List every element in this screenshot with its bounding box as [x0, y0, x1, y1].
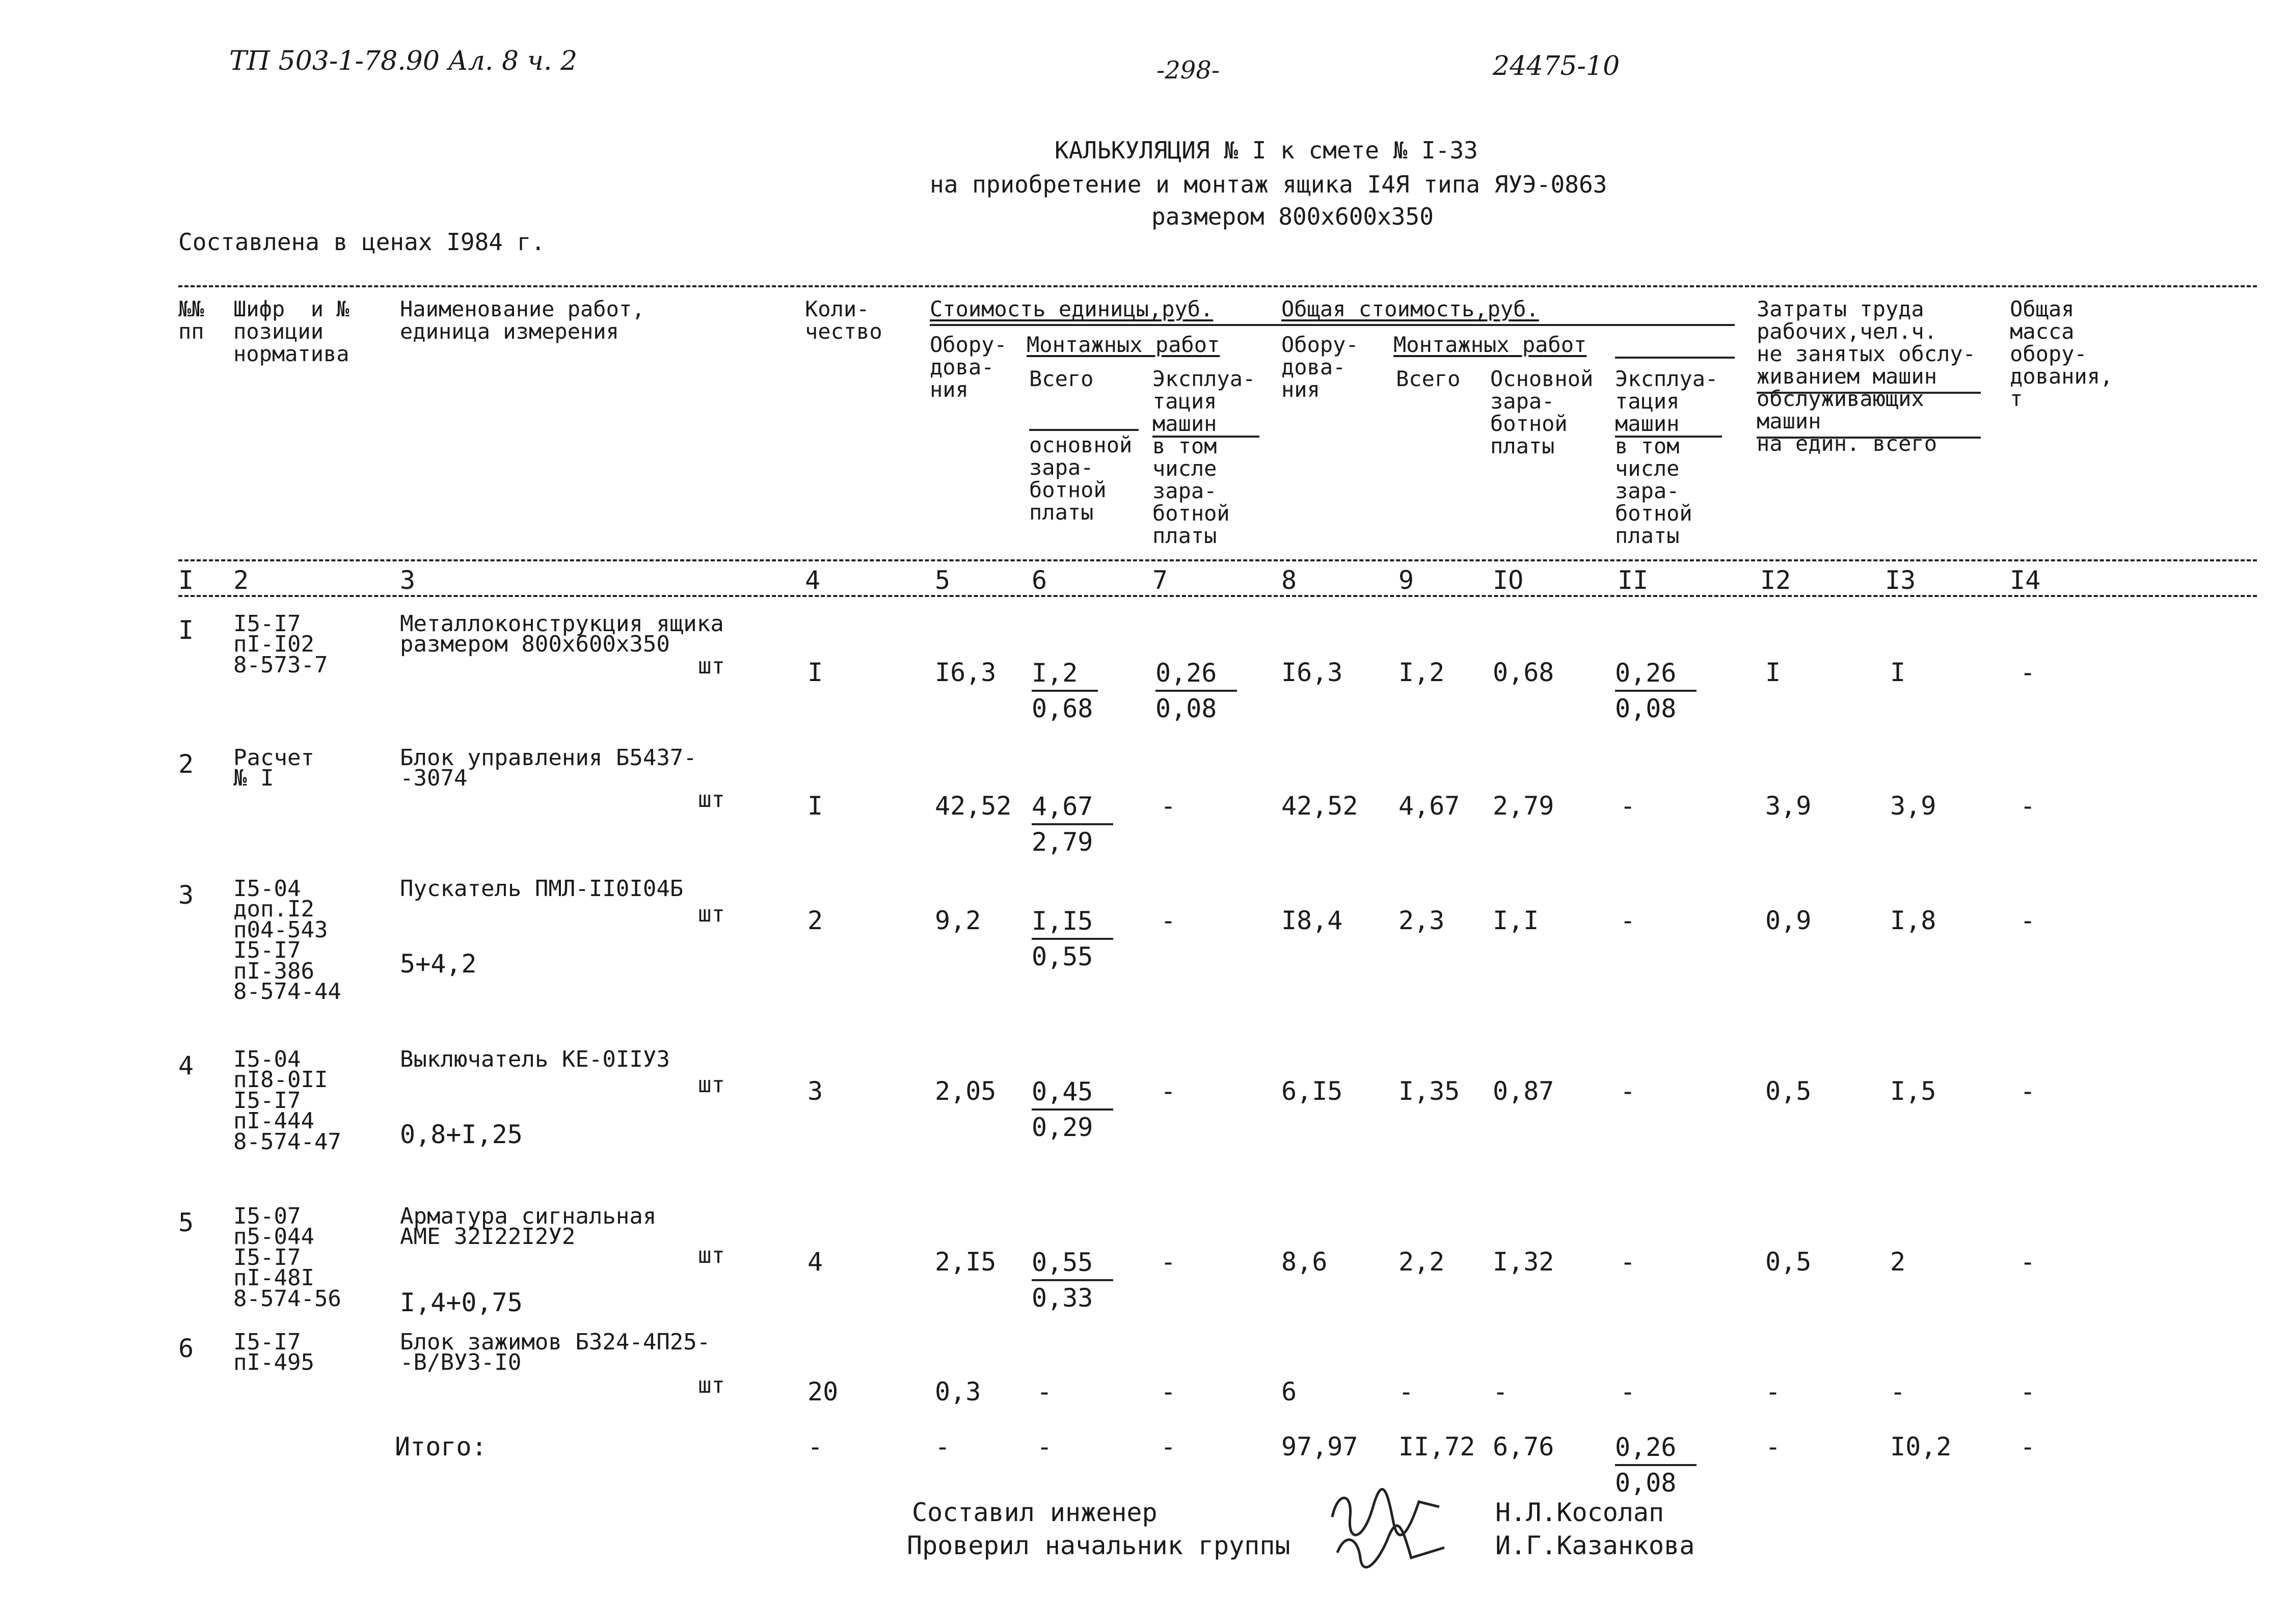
total-cost-equipment: 42,52	[1281, 791, 1358, 821]
unit-cost-equipment: 42,52	[935, 791, 1012, 821]
quantity: 20	[808, 1377, 839, 1406]
header-labor-rule-1	[1757, 392, 1981, 394]
unit: шт	[698, 1072, 725, 1098]
norm-code: I5-I7 пI-I02 8-573-7	[233, 611, 328, 678]
unit: шт	[698, 787, 725, 813]
unit-cost-equipment: 2,I5	[935, 1247, 997, 1277]
header-mont-2: Монтажных работ	[1393, 332, 1587, 357]
unit-cost-machines: -	[1161, 791, 1176, 821]
equipment-mass: -	[2020, 791, 2036, 821]
unit-cost-mont-bottom: 0,55	[1032, 942, 1093, 971]
work-name: Блок зажимов БЗ24-4П25- -В/ВУЗ-I0	[400, 1329, 711, 1376]
work-name: Выключатель КЕ-0IIУЗ	[400, 1046, 670, 1072]
column-number: I4	[2010, 565, 2041, 595]
column-number: I3	[1885, 565, 1916, 595]
norm-code: Расчет № I	[233, 745, 314, 792]
header-total-cost: Общая стоимость,руб.	[1281, 296, 1539, 321]
unit-cost-machines: -	[1161, 906, 1176, 935]
unit-cost-machines	[1155, 656, 1237, 725]
header-col-5: Обору- дова- ния	[930, 332, 1007, 402]
title-line-1: КАЛЬКУЛЯЦИЯ № I к смете № I-33	[1055, 137, 1478, 164]
row-number: 2	[178, 749, 194, 779]
quantity: 2	[808, 906, 823, 935]
column-number: 4	[805, 565, 821, 595]
total-cost-machines: -	[1620, 1076, 1636, 1106]
total-cost-salary: 0,87	[1493, 1076, 1554, 1106]
total-cost-mont: 2,2	[1398, 1247, 1445, 1277]
labor-total: I	[1890, 658, 1906, 687]
total-cost-equipment: 6,I5	[1281, 1076, 1343, 1106]
equipment-mass: -	[2020, 1076, 2036, 1106]
column-number: I	[178, 565, 194, 595]
equipment-mass: -	[2020, 658, 2036, 687]
unit-cost-mont-top: 0,45	[1032, 1075, 1113, 1111]
header-col-11: Эксплуа- тация машин в том числе зара- ботной платы	[1615, 366, 1718, 548]
total-cost-machines-top: 0,26	[1615, 656, 1697, 692]
compiled-label: Составил инженер	[912, 1498, 1158, 1527]
column-number: 3	[400, 565, 416, 595]
header-col-6: Всего	[1029, 366, 1094, 391]
header-col-7: Эксплуа- тация машин в том числе зара- ботной платы	[1152, 366, 1256, 548]
total-cost-salary: I,I	[1493, 906, 1539, 935]
doc-code: ТП 503-1-78.90 Ал. 8 ч. 2	[229, 46, 578, 76]
column-number: I2	[1760, 565, 1791, 595]
header-mont-2-rule	[1615, 357, 1735, 359]
header-col-4: Коли- чество	[805, 296, 882, 344]
unit-cost-mont-top: 0,55	[1032, 1246, 1113, 1281]
column-number: 5	[935, 565, 951, 595]
labor-per-unit: 0,5	[1765, 1076, 1812, 1106]
header-bottom-rule	[178, 559, 2257, 561]
header-col-8: Обору- дова- ния	[1281, 332, 1359, 402]
total-unit-equipment: -	[935, 1432, 951, 1461]
norm-code: I5-04 пI8-0II I5-I7 пI-444 8-574-47	[233, 1046, 341, 1155]
total-mont: II,72	[1398, 1432, 1475, 1461]
header-col-7-rule	[1152, 436, 1259, 438]
total-cost-mont: -	[1398, 1377, 1414, 1406]
quantity: I	[808, 791, 823, 821]
title-line-3: размером 800х600х350	[1151, 203, 1434, 230]
labor-per-unit: I	[1765, 658, 1781, 687]
labor-per-unit: 0,5	[1765, 1247, 1812, 1277]
total-machines-top: 0,26	[1615, 1430, 1697, 1466]
header-col-3: Наименование работ, единица измерения	[400, 296, 645, 344]
column-number: II	[1618, 565, 1649, 595]
unit-cost-machines: -	[1161, 1377, 1176, 1406]
header-col-2: Шифр и № позиции норматива	[233, 296, 349, 366]
work-name: Блок управления Б5437- -3074	[400, 745, 697, 792]
total-cost-machines	[1615, 656, 1697, 725]
total-cost-machines: -	[1620, 1377, 1636, 1406]
title-line-2: на приобретение и монтаж ящика I4Я типа ЯУЭ-0863	[930, 171, 1607, 198]
header-col-11-rule	[1615, 436, 1722, 438]
row-number: 3	[178, 880, 194, 910]
unit-cost-mont	[1032, 1246, 1113, 1315]
header-unit-cost: Стоимость единицы,руб.	[930, 296, 1214, 321]
total-cost-salary: 2,79	[1493, 791, 1554, 821]
total-equipment: 97,97	[1281, 1432, 1358, 1461]
total-quantity: -	[808, 1432, 823, 1461]
unit-cost-machines-bottom: 0,08	[1155, 694, 1217, 723]
total-unit-machines: -	[1161, 1432, 1176, 1461]
header-col-1: №№ пп	[178, 296, 204, 344]
row-number: 4	[178, 1051, 194, 1080]
total-cost-mont: 4,67	[1398, 791, 1460, 821]
column-number: 6	[1032, 565, 1047, 595]
page-number: -298-	[1156, 56, 1220, 85]
equipment-mass: -	[2020, 1247, 2036, 1277]
row-number: 6	[178, 1334, 194, 1363]
unit-cost-mont	[1032, 656, 1098, 725]
unit: шт	[698, 653, 725, 679]
total-label: Итого:	[395, 1432, 487, 1461]
unit-cost-equipment: 2,05	[935, 1076, 997, 1106]
header-cost-rule	[930, 324, 1735, 326]
norm-formula: 5+4,2	[400, 949, 477, 979]
unit-cost-mont-bottom: 0,68	[1032, 694, 1093, 723]
unit-cost-mont-top: I,I5	[1032, 904, 1113, 940]
quantity: 4	[808, 1247, 823, 1277]
labor-per-unit: 0,9	[1765, 906, 1812, 935]
total-cost-mont: I,2	[1398, 658, 1445, 687]
norm-formula: 0,8+I,25	[400, 1120, 523, 1149]
column-number: 7	[1152, 565, 1168, 595]
unit: шт	[698, 1242, 725, 1268]
unit: шт	[698, 1372, 725, 1398]
work-name: Металлоконструкция ящика размером 800х600х350	[400, 611, 724, 658]
total-cost-machines-bottom: 0,08	[1615, 694, 1677, 723]
total-cost-mont: I,35	[1398, 1076, 1460, 1106]
norm-code: I5-04 доп.I2 п04-543 I5-I7 пI-386 8-574-44	[233, 876, 341, 1005]
unit-cost-mont	[1032, 904, 1113, 973]
total-cost-equipment: 8,6	[1281, 1247, 1328, 1277]
labor-total: -	[1890, 1377, 1906, 1406]
unit-cost-mont-top: 4,67	[1032, 790, 1113, 825]
compiled-name: Н.Л.Косолап	[1495, 1498, 1664, 1527]
quantity: 3	[808, 1076, 823, 1106]
labor-total: 2	[1890, 1247, 1906, 1277]
norm-code: I5-07 п5-044 I5-I7 пI-48I 8-574-56	[233, 1203, 341, 1312]
header-col-6b: основной зара- ботной платы	[1029, 432, 1133, 525]
total-cost-machines: -	[1620, 906, 1636, 935]
labor-per-unit: 3,9	[1765, 791, 1812, 821]
header-col-12-13: Затраты труда рабочих,чел.ч. не занятых обслу- живанием машин обслуживающих машин на един. всего	[1757, 296, 1976, 456]
total-cost-equipment: I6,3	[1281, 658, 1343, 687]
signature-image	[1322, 1486, 1455, 1575]
total-cost-equipment: I8,4	[1281, 906, 1343, 935]
equipment-mass: -	[2020, 906, 2036, 935]
norm-formula: I,4+0,75	[400, 1288, 523, 1317]
checked-name: И.Г.Казанкова	[1495, 1531, 1695, 1560]
header-col-14: Общая масса обору- дования, т	[2010, 296, 2113, 411]
header-col-9: Всего	[1396, 366, 1461, 391]
work-name: Пускатель ПМЛ-II0I04Б	[400, 876, 684, 902]
total-labor: I0,2	[1890, 1432, 1952, 1461]
total-cost-mont: 2,3	[1398, 906, 1445, 935]
work-name: Арматура сигнальная АМЕ 32I22I2У2	[400, 1203, 657, 1250]
total-salary: 6,76	[1493, 1432, 1554, 1461]
price-basis: Составлена в ценах I984 г.	[178, 228, 546, 256]
total-machines-bottom: 0,08	[1615, 1468, 1677, 1498]
norm-code: I5-I7 пI-495	[233, 1329, 314, 1376]
unit-cost-mont-bottom: 0,29	[1032, 1113, 1093, 1142]
header-top-rule	[178, 285, 2257, 287]
unit-cost-machines: -	[1161, 1076, 1176, 1106]
checked-label: Проверил начальник группы	[907, 1531, 1290, 1560]
labor-per-unit: -	[1765, 1377, 1781, 1406]
row-number: 5	[178, 1208, 194, 1237]
header-col-6-rule	[1029, 429, 1139, 431]
total-unit-mont: -	[1037, 1432, 1053, 1461]
unit-cost-mont	[1032, 1075, 1113, 1144]
unit-cost-mont: -	[1037, 1377, 1053, 1406]
unit-cost-machines: -	[1161, 1247, 1176, 1277]
unit-cost-machines-top: 0,26	[1155, 656, 1237, 692]
unit: шт	[698, 901, 725, 927]
total-cost-machines: -	[1620, 1247, 1636, 1277]
equipment-mass: -	[2020, 1377, 2036, 1406]
handwritten-signature-icon	[1322, 1486, 1455, 1573]
unit-cost-equipment: 9,2	[935, 906, 981, 935]
total-mass: -	[2020, 1432, 2036, 1461]
total-labor-per-unit: -	[1765, 1432, 1781, 1461]
quantity: I	[808, 658, 823, 687]
total-cost-equipment: 6	[1281, 1377, 1297, 1406]
header-mont-1: Монтажных работ	[1027, 332, 1220, 357]
total-cost-machines: -	[1620, 791, 1636, 821]
unit-cost-mont-bottom: 2,79	[1032, 827, 1093, 857]
header-labor-rule-2	[1757, 437, 1981, 439]
total-cost-salary: -	[1493, 1377, 1509, 1406]
unit-cost-mont-top: I,2	[1032, 656, 1098, 692]
unit-cost-equipment: I6,3	[935, 658, 997, 687]
labor-total: I,8	[1890, 906, 1936, 935]
unit-cost-equipment: 0,3	[935, 1377, 981, 1406]
column-number: 2	[233, 565, 249, 595]
column-number-rule	[178, 595, 2257, 597]
total-machines	[1615, 1430, 1697, 1500]
total-cost-salary: I,32	[1493, 1247, 1554, 1277]
header-col-10: Основной зара- ботной платы	[1490, 366, 1594, 458]
unit-cost-mont-bottom: 0,33	[1032, 1283, 1093, 1313]
doc-number: 24475-10	[1493, 51, 1620, 82]
column-number: 8	[1281, 565, 1297, 595]
labor-total: 3,9	[1890, 791, 1936, 821]
column-number: IO	[1493, 565, 1524, 595]
labor-total: I,5	[1890, 1076, 1936, 1106]
total-cost-salary: 0,68	[1493, 658, 1554, 687]
column-number: 9	[1398, 565, 1414, 595]
unit-cost-mont	[1032, 790, 1113, 859]
row-number: I	[178, 615, 194, 645]
